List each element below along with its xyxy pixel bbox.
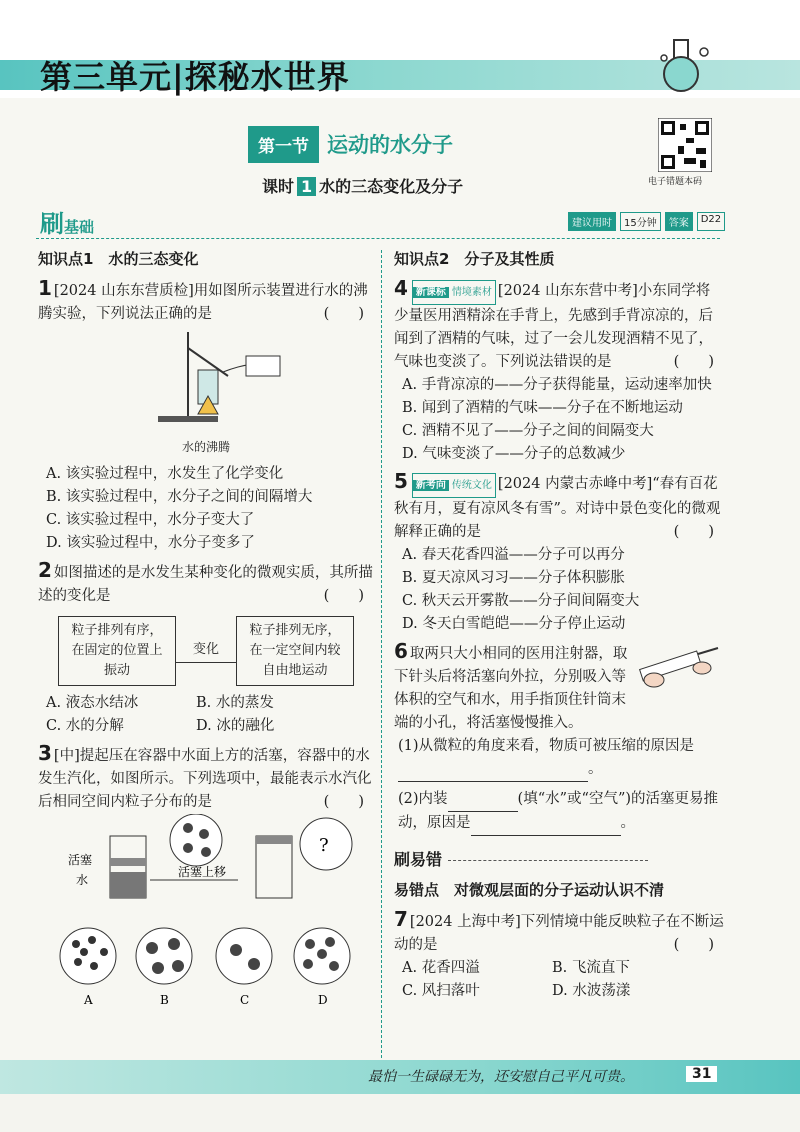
question-number: 7 — [394, 907, 408, 931]
question-7 — [394, 908, 724, 957]
option-b[interactable]: B. 水的蒸发 — [196, 695, 274, 711]
state-box-ordered: 粒子排列有序，在固定的位置上振动 — [58, 616, 176, 686]
fill-blank[interactable] — [471, 812, 621, 836]
section-number: 第一节 — [248, 126, 319, 163]
choice-c-label: C — [240, 993, 250, 1007]
choice-d-circle[interactable] — [294, 928, 350, 984]
option-a[interactable]: A. 春天花香四溢——分子可以再分 — [402, 547, 625, 563]
question-1 — [38, 277, 374, 326]
option-c[interactable]: C. 水的分解 — [46, 718, 124, 734]
option-c[interactable]: C. 秋天云开雾散——分子间间隔变大 — [402, 593, 640, 609]
option-b[interactable]: B. 闻到了酒精的气味——分子在不断地运动 — [402, 400, 683, 416]
page-number: 31 — [686, 1066, 717, 1082]
question-number: 2 — [38, 558, 52, 582]
question-stem: [2024 山东东营质检]用如图所示装置进行水的沸腾实验，下列说法正确的是 — [38, 283, 368, 322]
option-b[interactable]: B. 夏天凉风习习——分子体积膨胀 — [402, 570, 625, 586]
question-stem: [2024 山东东营中考]小东同学将少量医用酒精涂在手背上，先感到手背凉凉的，后闻到了酒精的气味，过了一会儿发现酒精不见了，气味也变淡了。下列说法错误的是 — [394, 283, 713, 370]
tag-label: 新课标 — [413, 287, 449, 298]
options-row-2 — [394, 980, 724, 1003]
sub-question-1 — [394, 735, 724, 782]
choice-a-label: A — [84, 993, 93, 1007]
qr-code-icon[interactable] — [658, 118, 712, 172]
figure-caption: 水的沸腾 — [181, 440, 230, 454]
sub-question-1-text: (1)从微粒的角度来看，物质可被压缩的原因是 — [398, 738, 695, 754]
tag-sub: 情境素材 — [451, 287, 492, 298]
question-stem: 取两只大小相同的医用注射器，取下针头后将活塞向外拉，分别吸入等体积的空气和水，用手指顶住针筒末端的小孔，将活塞慢慢推入。 — [394, 646, 628, 731]
knowledge-point-2: 知识点2 分子及其性质 — [394, 250, 555, 268]
question-number: 5 — [394, 469, 408, 493]
state-box-disordered: 粒子排列无序，在一定空间内较自由地运动 — [236, 616, 354, 686]
piston-label: 活塞 — [68, 853, 93, 867]
flask-icon — [656, 38, 716, 94]
answer-blank[interactable]: ( ) — [673, 354, 714, 370]
option-c[interactable]: C. 风扫落叶 — [402, 983, 480, 999]
question-stem: 如图描述的是水发生某种变化的微观实质，其所描述的变化是 — [38, 565, 373, 604]
section-title: 运动的水分子 — [327, 133, 453, 157]
question-3 — [38, 742, 374, 814]
option-d[interactable]: D. 气味变淡了——分子的总数减少 — [402, 446, 626, 462]
knowledge-point-1: 知识点1 水的三态变化 — [38, 250, 199, 268]
option-a[interactable]: A. 手背凉凉的——分子获得能量，运动速率加快 — [402, 377, 712, 393]
option-d[interactable]: D. 水波荡漾 — [552, 983, 631, 999]
choice-b-label: B — [160, 993, 169, 1007]
question-stem: [2024 上海中考]下列情境中能反映粒子在不断运动的是 — [394, 914, 724, 953]
option-a[interactable]: A. 花香四溢 — [402, 960, 480, 976]
question-5 — [394, 470, 724, 544]
question-stem: [中]提起压在容器中水面上方的活塞，容器中的水发生汽化，如图所示。下列选项中，最能表示水汽化后相同空间内粒子分布的是 — [38, 748, 372, 810]
fill-blank[interactable] — [448, 788, 518, 812]
choice-d-label: D — [318, 993, 328, 1007]
sub-question-2-text-b: (填“水”或“空气”)的活塞更易推动，原因是 — [398, 791, 719, 831]
answer-blank[interactable]: ( ) — [323, 306, 364, 322]
option-b[interactable]: B. 该实验过程中，水分子之间的间隔增大 — [46, 489, 313, 505]
options-row-1 — [394, 957, 724, 980]
period: 。 — [588, 761, 603, 777]
lesson-name: 水的三态变化及分子 — [319, 177, 464, 196]
question-4 — [394, 277, 724, 374]
left-column — [38, 248, 374, 1016]
state-change-diagram — [38, 616, 374, 686]
answer-blank[interactable]: ( ) — [323, 794, 364, 810]
option-a[interactable]: A. 该实验过程中，水发生了化学变化 — [46, 466, 284, 482]
section-banner — [248, 126, 453, 162]
choice-a-circle[interactable] — [60, 928, 116, 984]
particle-choices-figure — [38, 922, 374, 1008]
right-column — [394, 248, 724, 1003]
question-number: 6 — [394, 639, 408, 663]
options-row-2 — [38, 715, 374, 738]
divider — [36, 238, 720, 239]
answer-blank[interactable]: ( ) — [673, 524, 714, 540]
question-number: 3 — [38, 741, 52, 765]
lesson-title — [262, 174, 463, 197]
shua-char: 刷 — [40, 210, 64, 238]
period: 。 — [620, 815, 635, 831]
options-row-1 — [38, 692, 374, 715]
boiling-apparatus-figure — [38, 326, 374, 426]
answer-label: 答案 — [665, 212, 693, 231]
option-c[interactable]: C. 该实验过程中，水分子变大了 — [46, 512, 255, 528]
answer-blank[interactable]: ( ) — [323, 588, 364, 604]
shua-jichu-label — [40, 204, 94, 239]
piston-figure — [38, 814, 374, 914]
choice-b-circle[interactable] — [136, 928, 192, 984]
question-number: 4 — [394, 276, 408, 300]
option-d[interactable]: D. 冰的融化 — [196, 718, 275, 734]
option-a[interactable]: A. 液态水结冰 — [46, 695, 139, 711]
jichu-text: 基础 — [64, 218, 95, 236]
question-stem: [2024 内蒙古赤峰中考]“春有百花秋有月，夏有凉风冬有雪”。对诗中景色变化的微观解释正确的是 — [394, 476, 721, 540]
lesson-number: 1 — [297, 177, 316, 196]
time-value: 15分钟 — [620, 212, 661, 231]
meta-info — [568, 212, 725, 231]
yicuo-heading — [394, 848, 724, 871]
sub-question-2 — [394, 788, 724, 836]
fill-blank[interactable] — [398, 758, 588, 782]
option-d[interactable]: D. 冬天白雪皑皑——分子停止运动 — [402, 616, 626, 632]
sub-question-2-text-a: (2)内装 — [398, 791, 448, 807]
yicuo-point: 易错点 对微观层面的分子运动认识不清 — [394, 881, 665, 899]
syringe-figure — [634, 640, 724, 694]
tag-label: 新考向 — [413, 480, 449, 491]
question-2 — [38, 559, 374, 608]
water-label: 水 — [76, 873, 89, 887]
option-b[interactable]: B. 飞流直下 — [552, 960, 630, 976]
option-d[interactable]: D. 该实验过程中，水分子变多了 — [46, 535, 255, 551]
choice-c-circle[interactable] — [216, 928, 272, 984]
answer-blank[interactable]: ( ) — [673, 937, 714, 953]
option-c[interactable]: C. 酒精不见了——分子之间的间隔变大 — [402, 423, 654, 439]
time-label: 建议用时 — [568, 212, 616, 231]
column-divider — [381, 250, 382, 1058]
move-label: 活塞上移 — [178, 865, 227, 879]
lesson-prefix: 课时 — [262, 177, 295, 196]
footer-motto: 最怕一生碌碌无为，还安慰自己平凡可贵。 — [368, 1069, 634, 1085]
tag-sub: 传统文化 — [451, 480, 492, 491]
qr-caption: 电子错题本码 — [648, 177, 703, 187]
tag-new-standard — [412, 280, 496, 305]
yicuo-title: 刷易错 — [394, 850, 443, 869]
bottom-margin — [0, 1094, 800, 1132]
tag-new-direction — [412, 473, 496, 498]
change-arrow: 变化 — [176, 640, 236, 663]
answer-value: D22 — [697, 212, 725, 231]
yicuo-rule — [448, 860, 648, 861]
question-number: 1 — [38, 276, 52, 300]
unit-title: 第三单元|探秘水世界 — [40, 58, 350, 96]
question-6 — [394, 640, 724, 735]
question-mark: ? — [319, 835, 329, 856]
